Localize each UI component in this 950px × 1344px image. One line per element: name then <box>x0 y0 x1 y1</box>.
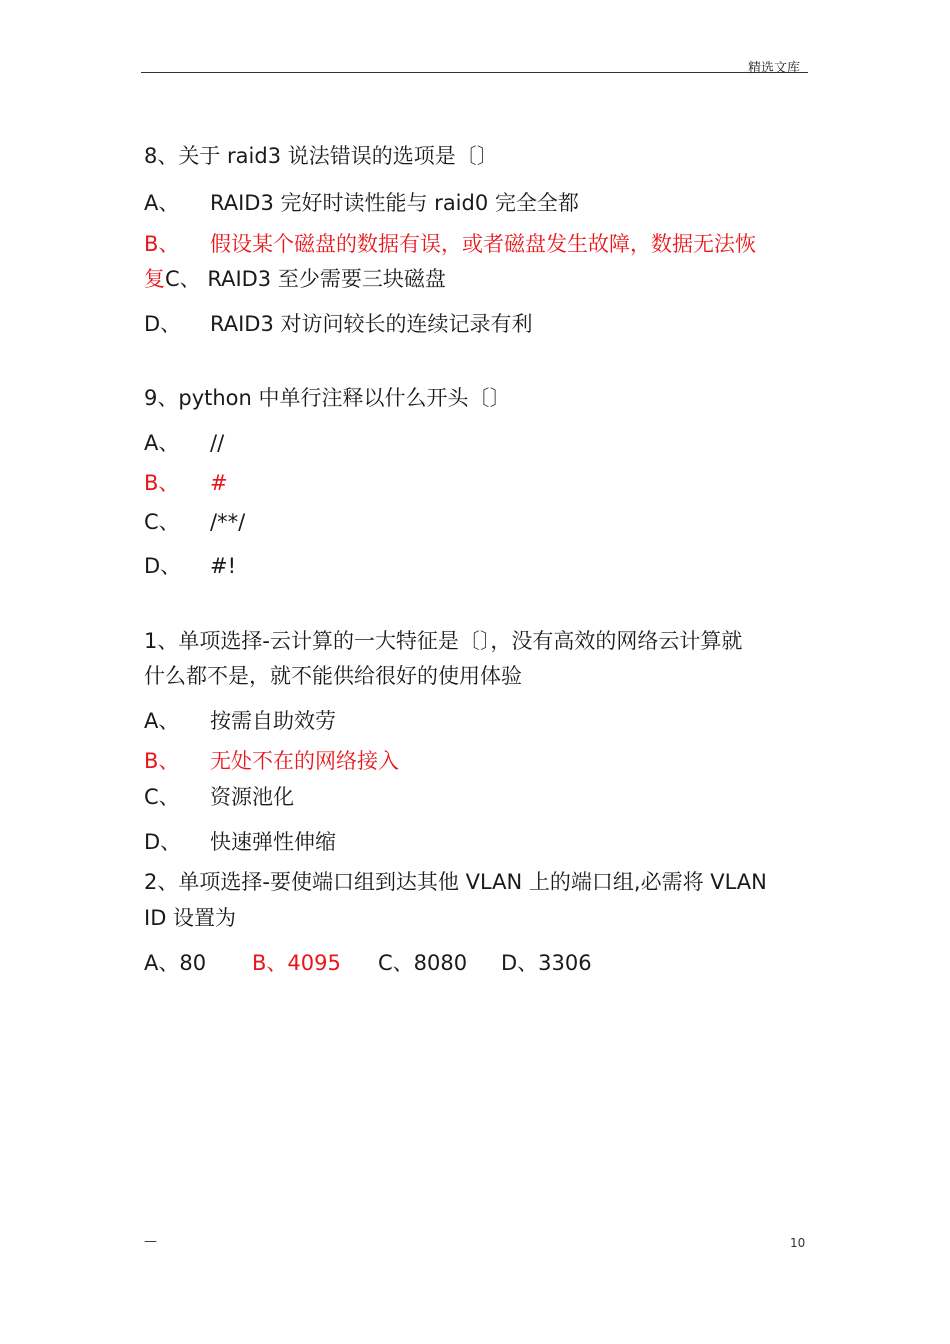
q8-option-c: C、 RAID3 至少需要三块磁盘 <box>165 267 446 291</box>
option-text: 假设某个磁盘的数据有误，或者磁盘发生故障，数据无法恢 <box>210 232 756 256</box>
page-number: 10 <box>790 1236 806 1250</box>
option-text: RAID3 完好时读性能与 raid0 完全全都 <box>210 191 579 215</box>
option-letter: B、 <box>144 471 180 495</box>
q8-option-a <box>144 189 579 217</box>
q2-option-b: B、4095 <box>252 951 341 975</box>
q9-option-c <box>144 508 245 536</box>
option-letter: D、 <box>144 830 182 854</box>
q8-wrap-line <box>144 265 446 293</box>
q1-option-a <box>144 707 336 735</box>
option-letter: B、 <box>144 749 180 773</box>
option-letter: A、 <box>144 431 180 455</box>
q8-option-b-wrap: 复 <box>144 267 165 291</box>
q9-option-a <box>144 429 224 457</box>
option-letter: B、 <box>144 232 180 256</box>
option-text: RAID3 对访问较长的连续记录有利 <box>210 312 533 336</box>
q1-option-c <box>144 783 294 811</box>
option-text: // <box>210 431 225 455</box>
question-2-line-2: ID 设置为 <box>144 906 237 930</box>
option-text: 资源池化 <box>210 785 294 809</box>
option-text: # <box>210 471 228 495</box>
option-letter: A、 <box>144 709 180 733</box>
q8-option-b <box>144 230 756 258</box>
option-text: 快速弹性伸缩 <box>210 830 336 854</box>
option-letter: D、 <box>144 312 182 336</box>
question-8: 8、关于 raid3 说法错误的选项是〔〕 <box>144 144 498 168</box>
option-letter: C、 <box>144 785 180 809</box>
option-text: #! <box>210 554 237 578</box>
q1-option-d <box>144 828 336 856</box>
question-1-line-1: 1、单项选择-云计算的一大特征是〔〕，没有高效的网络云计算就 <box>144 629 743 653</box>
option-letter: D、 <box>144 554 182 578</box>
question-1-line-2: 什么都不是，就不能供给很好的使用体验 <box>144 664 522 688</box>
question-2-line-1: 2、单项选择-要使端口组到达其他 VLAN 上的端口组,必需将 VLAN <box>144 870 767 894</box>
q9-option-d <box>144 552 236 580</box>
q9-option-b <box>144 469 228 497</box>
q1-option-b <box>144 747 399 775</box>
option-text: /**/ <box>210 510 246 534</box>
option-text: 无处不在的网络接入 <box>210 749 399 773</box>
header-brand: 精选文库 <box>748 61 801 76</box>
question-9: 9、python 中单行注释以什么开头〔〕 <box>144 386 511 410</box>
footer-dash: — <box>144 1234 157 1249</box>
q2-option-a: A、80 <box>144 951 207 975</box>
header-divider <box>141 72 808 73</box>
q2-option-c: C、8080 <box>378 951 468 975</box>
option-text: 按需自助效劳 <box>210 709 336 733</box>
option-letter: C、 <box>144 510 180 534</box>
q8-option-d <box>144 310 533 338</box>
option-letter: A、 <box>144 191 180 215</box>
q2-option-d: D、3306 <box>501 951 592 975</box>
